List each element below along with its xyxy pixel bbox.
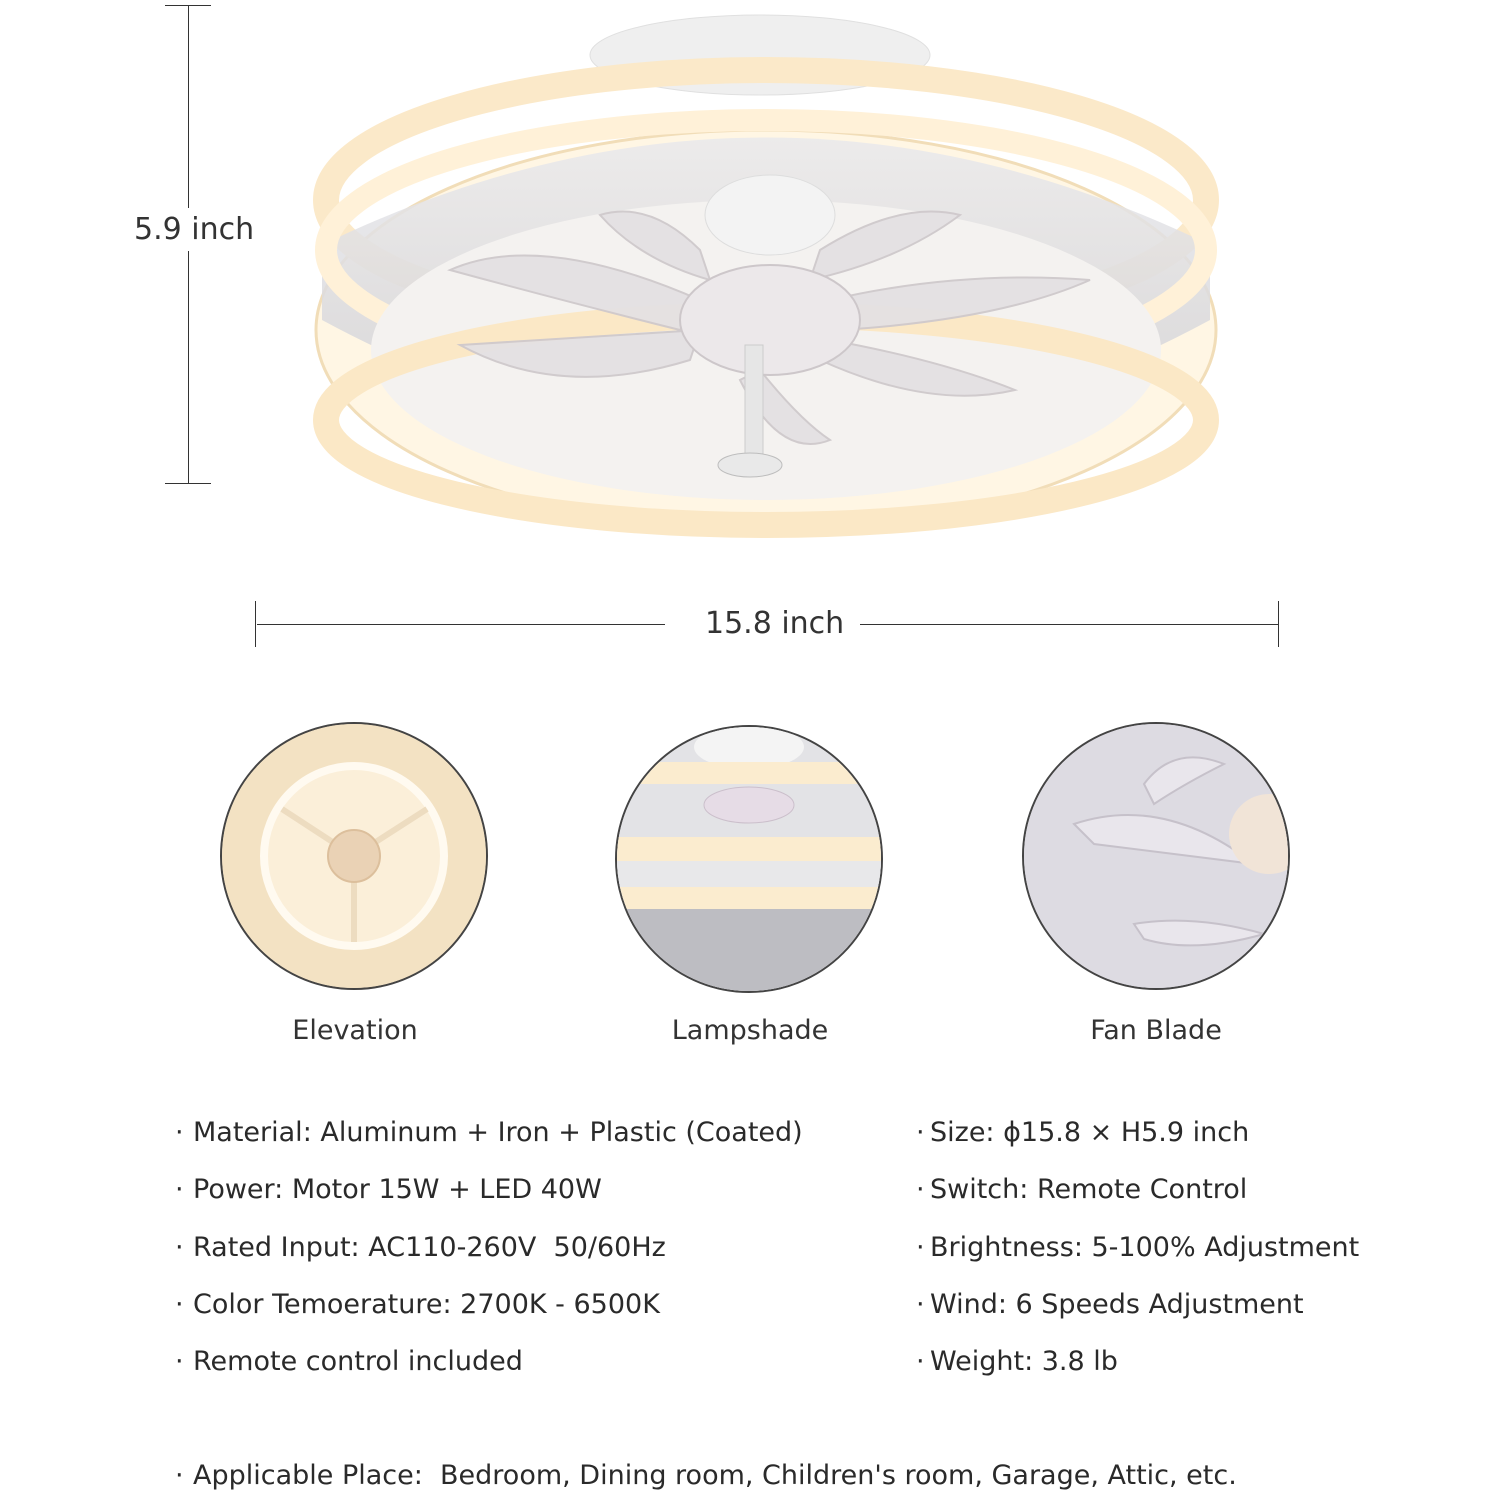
bullet: · xyxy=(916,1174,925,1205)
spec-text: Brightness: 5-100% Adjustment xyxy=(930,1232,1360,1263)
spec-text: Size: ϕ15.8 × H5.9 inch xyxy=(930,1117,1250,1148)
bullet: · xyxy=(916,1117,925,1148)
spec-applicable-place xyxy=(175,1460,1237,1491)
spec-left-color-temperature xyxy=(175,1289,660,1320)
spec-text: Material: Aluminum + Iron + Plastic (Coated) xyxy=(193,1117,803,1148)
spec-right-brightness xyxy=(916,1232,1359,1263)
width-dimension-tick-right xyxy=(1278,601,1279,647)
spec-text: Color Temoerature: 2700K - 6500K xyxy=(193,1289,660,1320)
spec-text: Power: Motor 15W + LED 40W xyxy=(193,1174,602,1205)
spec-left-rated-input xyxy=(175,1232,666,1263)
spec-right-size xyxy=(916,1117,1249,1148)
bullet: · xyxy=(175,1460,184,1491)
width-dimension-tick-left xyxy=(255,601,256,647)
elevation-thumbnail xyxy=(220,722,488,990)
spec-left-power xyxy=(175,1174,602,1205)
lampshade-thumbnail xyxy=(615,725,883,993)
bullet: · xyxy=(916,1346,925,1377)
bullet: · xyxy=(175,1289,184,1320)
spec-right-wind xyxy=(916,1289,1304,1320)
spec-text: Weight: 3.8 lb xyxy=(930,1346,1118,1377)
spec-text: Switch: Remote Control xyxy=(930,1174,1248,1205)
thumbnail-label-lampshade: Lampshade xyxy=(671,1015,829,1046)
bullet: · xyxy=(916,1289,925,1320)
spec-text: Remote control included xyxy=(193,1346,523,1377)
spec-left-remote xyxy=(175,1346,523,1377)
bullet: · xyxy=(916,1232,925,1263)
width-dimension-line-left xyxy=(257,624,665,625)
bullet: · xyxy=(175,1117,184,1148)
bullet: · xyxy=(175,1232,184,1263)
height-dimension-tick-top xyxy=(165,5,211,6)
spec-text: Applicable Place: Bedroom, Dining room, Children's room, Garage, Attic, etc. xyxy=(193,1460,1237,1491)
bullet: · xyxy=(175,1346,184,1377)
spec-text: Rated Input: AC110-260V 50/60Hz xyxy=(193,1232,666,1263)
thumbnail-label-fan-blade: Fan Blade xyxy=(1090,1015,1222,1046)
thumbnail-label-elevation: Elevation xyxy=(292,1015,418,1046)
height-dimension-label: 5.9 inch xyxy=(134,208,254,251)
bullet: · xyxy=(175,1174,184,1205)
width-dimension-line-right xyxy=(860,624,1278,625)
fan-blade-thumbnail xyxy=(1022,722,1290,990)
spec-text: Wind: 6 Speeds Adjustment xyxy=(930,1289,1304,1320)
spec-left-material xyxy=(175,1117,803,1148)
spec-right-weight xyxy=(916,1346,1118,1377)
spec-right-switch xyxy=(916,1174,1247,1205)
height-dimension-tick-bottom xyxy=(165,483,211,484)
width-dimension-label: 15.8 inch xyxy=(705,606,845,641)
ceiling-fan-product-image xyxy=(0,0,1497,560)
